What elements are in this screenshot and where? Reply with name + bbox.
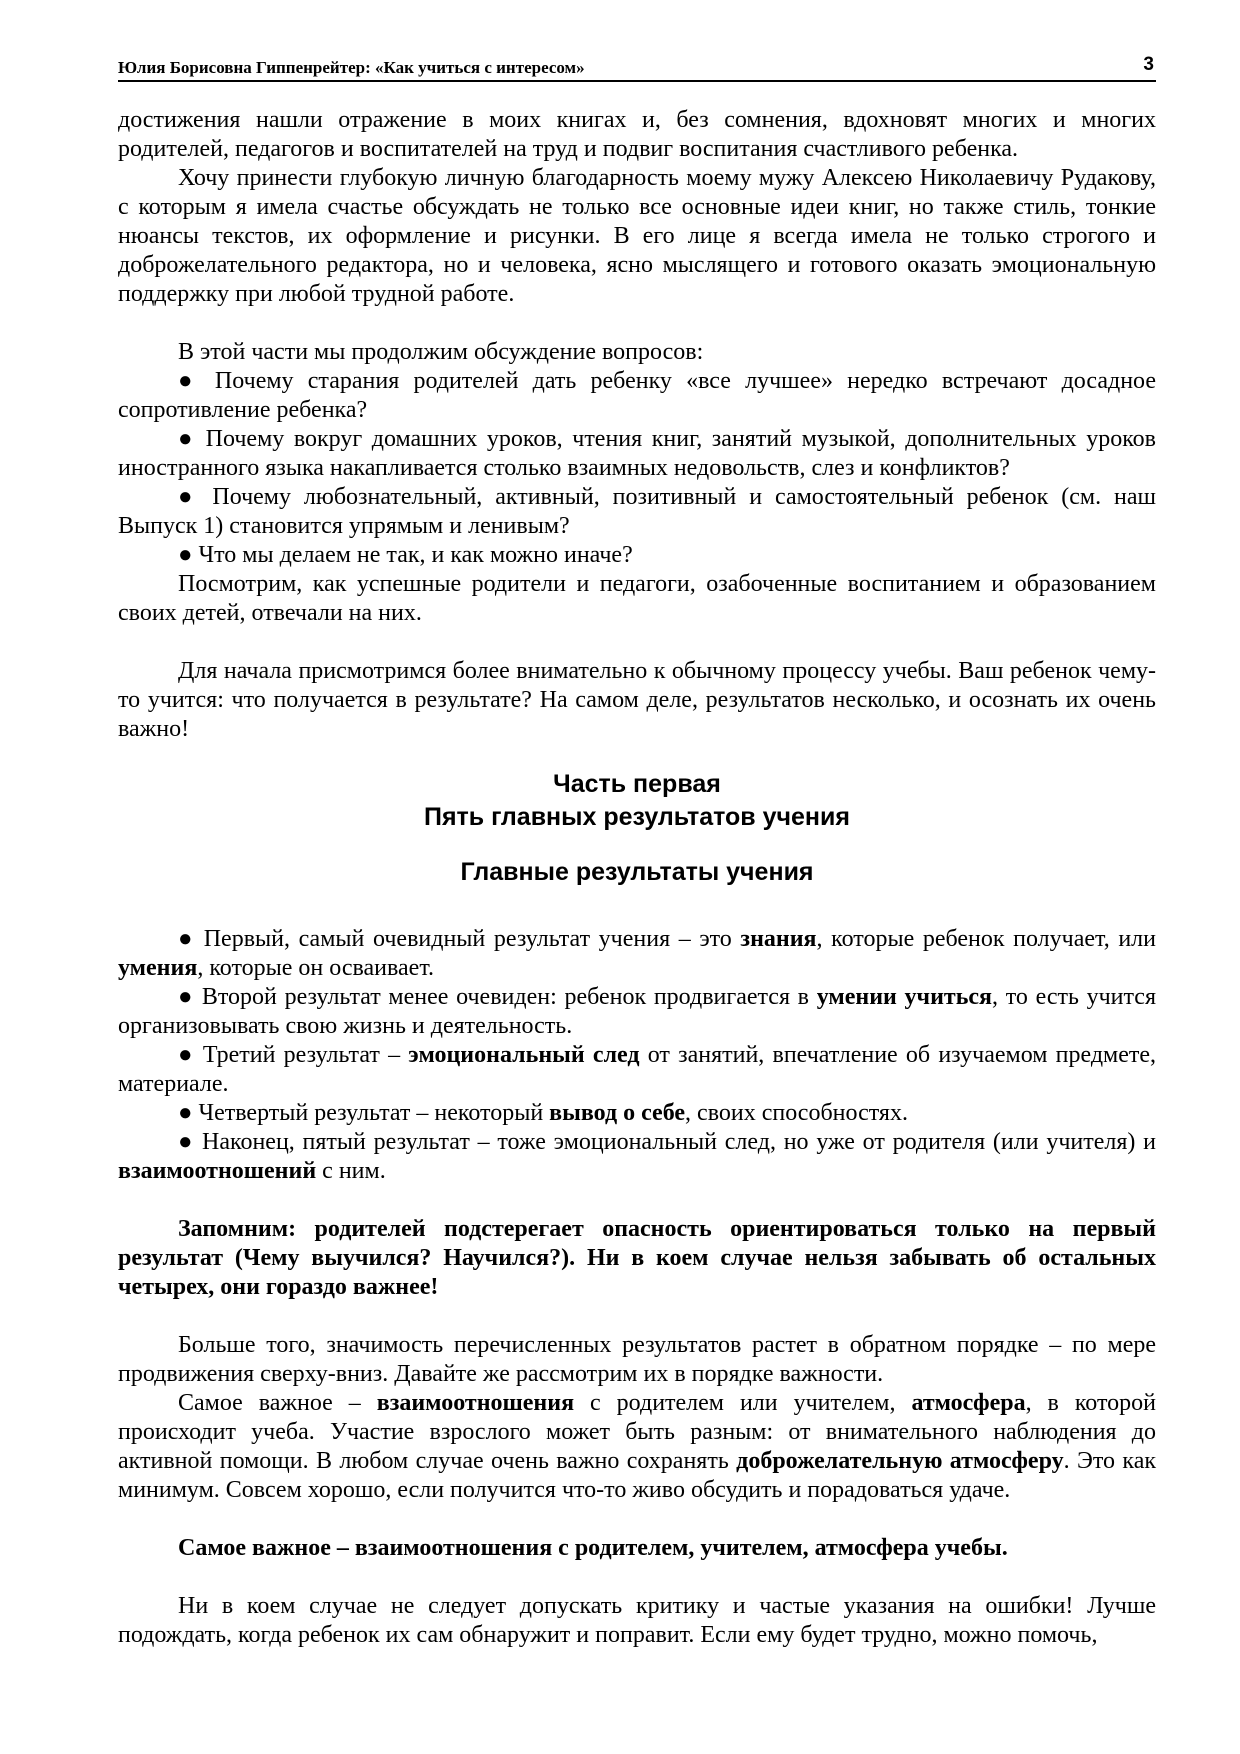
result-text: от занятий, впечатление об изучаемом предмете, материале. (118, 1042, 1157, 1097)
spacer (118, 309, 1156, 338)
part-label: Часть первая (553, 770, 721, 798)
result-text: ● Первый, самый очевидный результат учения – это (178, 926, 741, 952)
result-text: ● Третий результат – (178, 1042, 409, 1068)
result-item (118, 983, 1156, 1041)
part-title: Пять главных результатов учения (424, 803, 850, 831)
question-item: ● Почему любознательный, активный, позитивный и самостоятельный ребенок (см. наш Выпуск 1) становится упрямым и ленивым? (118, 484, 1156, 539)
result-keyword: эмоциональный след (408, 1042, 640, 1068)
result-text: ● Четвертый результат – некоторый (178, 1100, 550, 1126)
part-heading (118, 768, 1156, 834)
final-paragraph: Ни в коем случае не следует допускать критику и частые указания на ошибки! Лучше подождать, когда ребенок их сам обнаружит и поправит. Если ему будет трудно, можно помочь, (118, 1593, 1156, 1648)
result-item (118, 925, 1156, 983)
result-text: , то есть учится организовывать свою жизнь и деятельность. (118, 984, 1156, 1039)
result-keyword: взаимоотношений (118, 1158, 317, 1184)
questions-lead: В этой части мы продолжим обсуждение вопросов: (178, 339, 704, 365)
result-item (118, 1099, 1156, 1128)
page-number: 3 (1143, 54, 1154, 75)
remember-callout: Запомним: родителей подстерегает опасность ориентироваться только на первый результат (Чему выучился? Научился?). Ни в коем случае нельзя забывать об остальных четырех, они гораздо важнее! (118, 1216, 1156, 1300)
spacer (118, 1563, 1156, 1592)
spacer (118, 1505, 1156, 1534)
question-item: ● Что мы делаем не так, и как можно иначе? (178, 542, 633, 568)
running-header (118, 54, 1156, 82)
section-heading: Главные результаты учения (460, 858, 814, 886)
spacer (118, 628, 1156, 657)
result-text: , своих способностях. (685, 1100, 908, 1126)
result-text: с ним. (316, 1158, 386, 1184)
result-item (118, 1041, 1156, 1099)
result-keyword: вывод о себе (549, 1100, 686, 1126)
result-text: ● Наконец, пятый результат – тоже эмоциональный след, но уже от родителя (или учителя) и (178, 1129, 1156, 1155)
result-keyword: знания (740, 926, 817, 952)
result-text: , которые ребенок получает, или (816, 926, 1156, 952)
highlight-callout: Самое важное – взаимоотношения с родителем, учителем, атмосфера учебы. (178, 1535, 1008, 1561)
result-keyword: умения (118, 955, 198, 981)
spacer (118, 1302, 1156, 1331)
transition-paragraph: Для начала присмотримся более внимательно к обычному процессу учебы. Ваш ребенок чему-то учится: что получается в результате? На самом деле, результатов несколько, и осознать их очень важно! (118, 658, 1156, 742)
important-paragraph: Самое важное – взаимоотношения с родителем или учителем, атмосфера, в которой происходит учеба. Участие взрослого может быть разным: от внимательного наблюдения до активной помощи. В любом случае очень важно сохранять доброжелательную атмосферу. Это как минимум. Совсем хорошо, если получится что-то живо обсудить и порадоваться удаче. (118, 1390, 1157, 1503)
result-item (118, 1128, 1156, 1186)
header-title: Юлия Борисовна Гиппенрейтер: «Как учиться с интересом» (118, 58, 585, 77)
question-item: ● Почему старания родителей дать ребенку «все лучшее» нередко встречают досадное сопротивление ребенка? (118, 368, 1156, 423)
result-text: ● Второй результат менее очевиден: ребенок продвигается в (178, 984, 817, 1010)
intro-paragraph-continued: достижения нашли отражение в моих книгах и, без сомнения, вдохновят многих и многих родителей, педагогов и воспитателей на труд и подвиг воспитания счастливого ребенка. (118, 107, 1156, 162)
result-text: , которые он осваивает. (197, 955, 435, 981)
question-item: ● Почему вокруг домашних уроков, чтения книг, занятий музыкой, дополнительных уроков иностранного языка накапливается столько взаимных недовольств, слез и конфликтов? (118, 426, 1156, 481)
order-paragraph: Больше того, значимость перечисленных результатов растет в обратном порядке – по мере продвижения сверху-вниз. Давайте же рассмотрим их в порядке важности. (118, 1332, 1156, 1387)
questions-closing: Посмотрим, как успешные родители и педагоги, озабоченные воспитанием и образованием своих детей, отвечали на них. (118, 571, 1156, 626)
document-body (118, 106, 1156, 1650)
spacer (118, 1186, 1156, 1215)
result-keyword: умении учиться (816, 984, 993, 1010)
acknowledgement-paragraph: Хочу принести глубокую личную благодарность моему мужу Алексею Николаевичу Рудакову, с которым я имела счастье обсуждать не только все основные идеи книг, но также стиль, тонкие нюансы текстов, их оформление и рисунки. В его лице я всегда имела не только строгого и доброжелательного редактора, но и человека, ясно мыслящего и готового оказать эмоциональную поддержку при любой трудной работе. (118, 165, 1156, 307)
